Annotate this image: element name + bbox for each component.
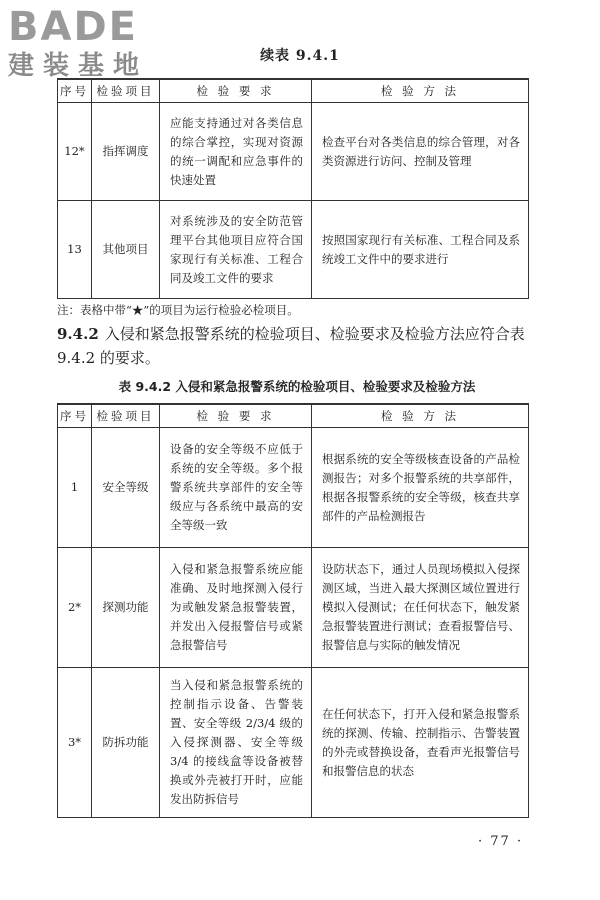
header-requirement: 检 验 要 求 [160,79,312,103]
logo-wordmark: BADE [8,4,138,50]
page-number: · 77 · [478,834,524,849]
table-row [58,668,529,818]
header-method: 检 验 方 法 [312,79,529,103]
row-method: 检查平台对各类信息的综合管理，对各类资源进行访问、控制及管理 [312,103,529,201]
row-method: 在任何状态下，打开入侵和紧急报警系统的探测、传输、控制指示、告警装置的外壳或替换设备，查看声光报警信号和报警信息的状态 [312,668,529,818]
row-no: 3* [58,668,92,818]
row-no: 1 [58,428,92,548]
section-text: 入侵和紧急报警系统的检验项目、检验要求及检验方法应符合表 9.4.2 的要求。 [57,325,525,367]
row-requirement: 对系统涉及的安全防范管理平台其他项目应符合国家现行有关标准、工程合同及竣工文件的要求 [160,201,312,299]
section-paragraph [57,322,537,370]
row-requirement: 当入侵和紧急报警系统的控制指示设备、告警装置、安全等级 2/3/4 级的入侵探测器、安全等级 3/4 的接线盒等设备被替换或外壳被打开时，应能发出防拆信号 [160,668,312,818]
row-requirement: 应能支持通过对各类信息的综合掌控，实现对资源的统一调配和应急事件的快速处置 [160,103,312,201]
logo-subtitle: 建装基地 [8,51,149,81]
row-requirement: 入侵和紧急报警系统应能准确、及时地探测入侵行为或触发紧急报警装置，并发出入侵报警信号或紧急报警信号 [160,548,312,668]
row-item: 其他项目 [92,201,160,299]
row-method: 根据系统的安全等级核查设备的产品检测报告；对多个报警系统的共享部件，根据各报警系统的安全等级，核查共享部件的产品检测报告 [312,428,529,548]
table-header-row [58,404,529,428]
row-item: 探测功能 [92,548,160,668]
row-method: 设防状态下，通过人员现场模拟入侵探测区域，当进入最大探测区域位置进行模拟入侵测试；在任何状态下，触发紧急报警装置进行测试；查看报警信号、报警信息与实际的触发情况 [312,548,529,668]
continued-table-title: 续表 9.4.1 [260,48,340,64]
row-item: 防拆功能 [92,668,160,818]
header-method: 检 验 方 法 [312,404,529,428]
table-note: 注：表格中带“★”的项目为运行检验必检项目。 [57,303,299,317]
row-item: 安全等级 [92,428,160,548]
row-no: 13 [58,201,92,299]
table-942-title: 表 9.4.2 入侵和紧急报警系统的检验项目、检验要求及检验方法 [118,379,476,394]
header-item: 检验项目 [92,404,160,428]
table-row [58,428,529,548]
header-requirement: 检 验 要 求 [160,404,312,428]
section-number: 9.4.2 [57,325,99,343]
row-item: 指挥调度 [92,103,160,201]
row-method: 按照国家现行有关标准、工程合同及系统竣工文件中的要求进行 [312,201,529,299]
header-no: 序号 [58,404,92,428]
table-row [58,103,529,201]
table-row [58,201,529,299]
table-header-row [58,79,529,103]
table-942 [57,403,529,818]
row-no: 2* [58,548,92,668]
header-no: 序号 [58,79,92,103]
continued-table-941 [57,78,529,299]
header-item: 检验项目 [92,79,160,103]
row-no: 12* [58,103,92,201]
row-requirement: 设备的安全等级不应低于系统的安全等级。多个报警系统共享部件的安全等级应与各系统中最高的安全等级一致 [160,428,312,548]
table-row [58,548,529,668]
